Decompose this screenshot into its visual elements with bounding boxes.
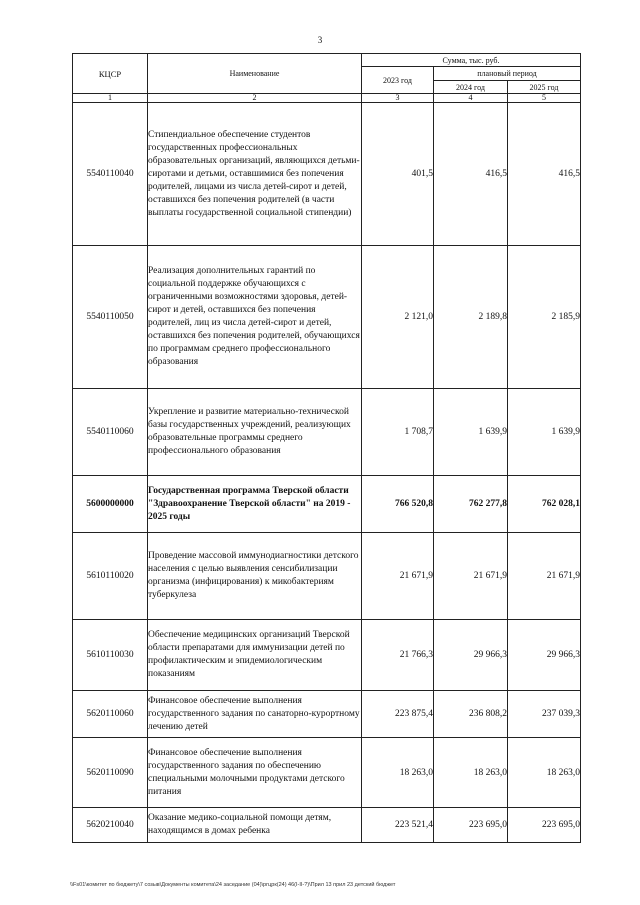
table-row [73,738,581,808]
row-name: Реализация дополнительных гарантий по социальной поддержке обучающихся с ограниченными возможностями здоровья, детей-сирот и детей, оставшихся без попечения родителей, лиц из числа детей-сирот и детей, оставшихся без попечения родителей, обучающихся по программам среднего профессионального образования [148,246,362,389]
column-number: 2 [148,94,362,103]
row-code: 5540110060 [73,389,148,476]
row-name: Стипендиальное обеспечение студентов государственных профессиональных образовательных организаций, являющихся детьми-сиротами и детьми, оставшимися без попечения родителей, лицами из числа детей-сирот и детей, оставшихся без попечения родителей (в части выплаты государственной социальной стипендии) [148,103,362,246]
row-value-2023: 401,5 [362,103,434,246]
row-value-2025: 223 695,0 [508,808,581,843]
header-year-2023: 2023 год [362,67,434,94]
row-value-2024: 416,5 [434,103,508,246]
row-value-2024: 18 263,0 [434,738,508,808]
table-row [73,808,581,843]
row-code: 5540110040 [73,103,148,246]
header-name: Наименование [148,54,362,94]
row-value-2024: 2 189,8 [434,246,508,389]
column-number: 5 [508,94,581,103]
row-value-2025: 237 039,3 [508,691,581,738]
column-number: 1 [73,94,148,103]
row-value-2025: 21 671,9 [508,533,581,620]
row-name: Обеспечение медицинских организаций Тверской области препаратами для иммунизации детей по профилактическим и эпидемиологическим показаниям [148,620,362,691]
row-value-2024: 223 695,0 [434,808,508,843]
row-name: Государственная программа Тверской области "Здравоохранение Тверской области" на 2019 - 2025 годы [148,476,362,533]
row-code: 5540110050 [73,246,148,389]
table-row [73,476,581,533]
row-value-2023: 2 121,0 [362,246,434,389]
row-name: Укрепление и развитие материально-технической базы государственных учреждений, реализующих образовательные программы среднего профессионального образования [148,389,362,476]
row-value-2025: 29 966,3 [508,620,581,691]
header-code: КЦСР [73,54,148,94]
table-row [73,389,581,476]
row-value-2025: 416,5 [508,103,581,246]
row-name: Финансовое обеспечение выполнения государственного задания по санаторно-курортному лечению детей [148,691,362,738]
column-number: 3 [362,94,434,103]
row-value-2025: 1 639,9 [508,389,581,476]
row-value-2024: 1 639,9 [434,389,508,476]
table-row [73,691,581,738]
row-value-2023: 18 263,0 [362,738,434,808]
row-name: Проведение массовой иммунодиагностики детского населения с целью выявления сенсибилизации организма (инфицирования) к микобактериям туберкулеза [148,533,362,620]
table-row [73,620,581,691]
page-number: 3 [317,35,323,45]
row-value-2025: 2 185,9 [508,246,581,389]
file-path-footer: \\Fs01\комитет по бюджету\7 созыв\Документы комитета\24 заседание (04)\ргцрк(24) 46(I-II-?)\Прил 13 прил 23 детский бюджет [70,882,396,888]
table-row [73,246,581,389]
header-year-2025: 2025 год [508,81,581,94]
column-number: 4 [434,94,508,103]
row-code: 5620110060 [73,691,148,738]
row-name: Оказание медико-социальной помощи детям, находящимся в домах ребенка [148,808,362,843]
row-code: 5600000000 [73,476,148,533]
row-code: 5610110030 [73,620,148,691]
table-row [73,103,581,246]
row-value-2024: 21 671,9 [434,533,508,620]
row-value-2024: 29 966,3 [434,620,508,691]
row-value-2025: 762 028,1 [508,476,581,533]
budget-table [72,53,581,843]
row-code: 5610110020 [73,533,148,620]
row-code: 5620110090 [73,738,148,808]
header-planned-period: плановый период [434,67,581,81]
row-value-2023: 223 521,4 [362,808,434,843]
row-value-2023: 223 875,4 [362,691,434,738]
row-code: 5620210040 [73,808,148,843]
row-name: Финансовое обеспечение выполнения государственного задания по обеспечению специальными молочными продуктами детского питания [148,738,362,808]
row-value-2023: 21 766,3 [362,620,434,691]
row-value-2024: 762 277,8 [434,476,508,533]
row-value-2023: 766 520,8 [362,476,434,533]
row-value-2023: 21 671,9 [362,533,434,620]
header-amount: Сумма, тыс. руб. [362,54,581,67]
header-year-2024: 2024 год [434,81,508,94]
row-value-2023: 1 708,7 [362,389,434,476]
table-row [73,533,581,620]
row-value-2024: 236 808,2 [434,691,508,738]
row-value-2025: 18 263,0 [508,738,581,808]
